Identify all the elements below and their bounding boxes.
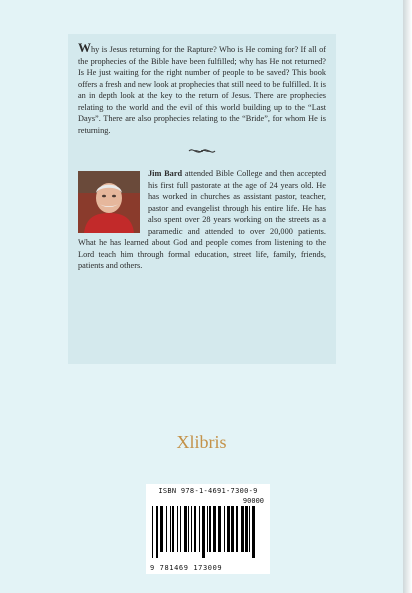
barcode-bar xyxy=(166,506,167,552)
text-panel xyxy=(68,34,336,364)
book-blurb xyxy=(78,42,326,136)
barcode-digits: 9 781469 173009 xyxy=(150,564,223,572)
barcode-bar xyxy=(249,506,250,552)
author-bio xyxy=(78,168,326,272)
barcode-bar xyxy=(213,506,216,552)
barcode-bar xyxy=(202,506,205,558)
scroll-flourish-icon xyxy=(188,146,216,156)
author-photo xyxy=(78,171,140,233)
barcode-bar xyxy=(160,506,163,552)
barcode-bar xyxy=(152,506,153,558)
barcode-bar xyxy=(227,506,230,552)
barcode-icon xyxy=(150,506,266,558)
isbn-label: ISBN 978-1-4691-7300-9 xyxy=(158,487,258,495)
barcode-box xyxy=(146,484,270,574)
barcode-bar xyxy=(172,506,174,552)
blurb-dropcap: W xyxy=(78,40,91,55)
barcode-bar xyxy=(194,506,196,552)
barcode-bar xyxy=(184,506,187,552)
barcode-bar xyxy=(156,506,158,558)
barcode-bar xyxy=(209,506,211,552)
publisher-logo: Xlibris xyxy=(176,432,227,452)
blurb-text: hy is Jesus returning for the Rapture? Who is He coming for? If all of the prophecies of the Bible have been fulfilled; why has He not returned? Is He just waiting for the right number of people to be saved? This book offers a fresh and new look at prophecies that still need to be fulfilled. It is an in depth look at the key to the return of Jesus. There are prophecies relating to the world and the evil of this world building up to the “Last Days”. There are also prophecies relating to the “Bride”, for whom He is returning. xyxy=(78,45,326,135)
barcode-bar xyxy=(224,506,225,552)
barcode-bar xyxy=(177,506,178,552)
author-name: Jim Bard xyxy=(148,169,183,178)
barcode-bar xyxy=(218,506,221,552)
barcode-bar xyxy=(170,506,171,552)
barcode-bar xyxy=(199,506,200,552)
barcode-bar xyxy=(231,506,234,552)
barcode-bar xyxy=(236,506,238,552)
price-code: 90000 xyxy=(242,497,264,505)
bio-text: attended Bible College and then accepted his first full pastorate at the age of 24 years old. He has worked in churches as assistant pastor, teacher, pastor and evangelist through his entire life. He has also spent over 28 years working on the streets as a paramedic and attended to over 20,000 patients. What he has learned about God and people comes from listening to the Lord teach him through formal education, street life, family, friends, patients and others. xyxy=(78,169,327,270)
barcode-bar xyxy=(191,506,192,552)
barcode-bar xyxy=(241,506,244,552)
barcode-bar xyxy=(188,506,189,552)
barcode-bar xyxy=(180,506,181,552)
barcode-bar xyxy=(207,506,208,552)
barcode-bar xyxy=(245,506,248,552)
barcode-bar xyxy=(252,506,255,558)
page-edge xyxy=(403,0,412,593)
